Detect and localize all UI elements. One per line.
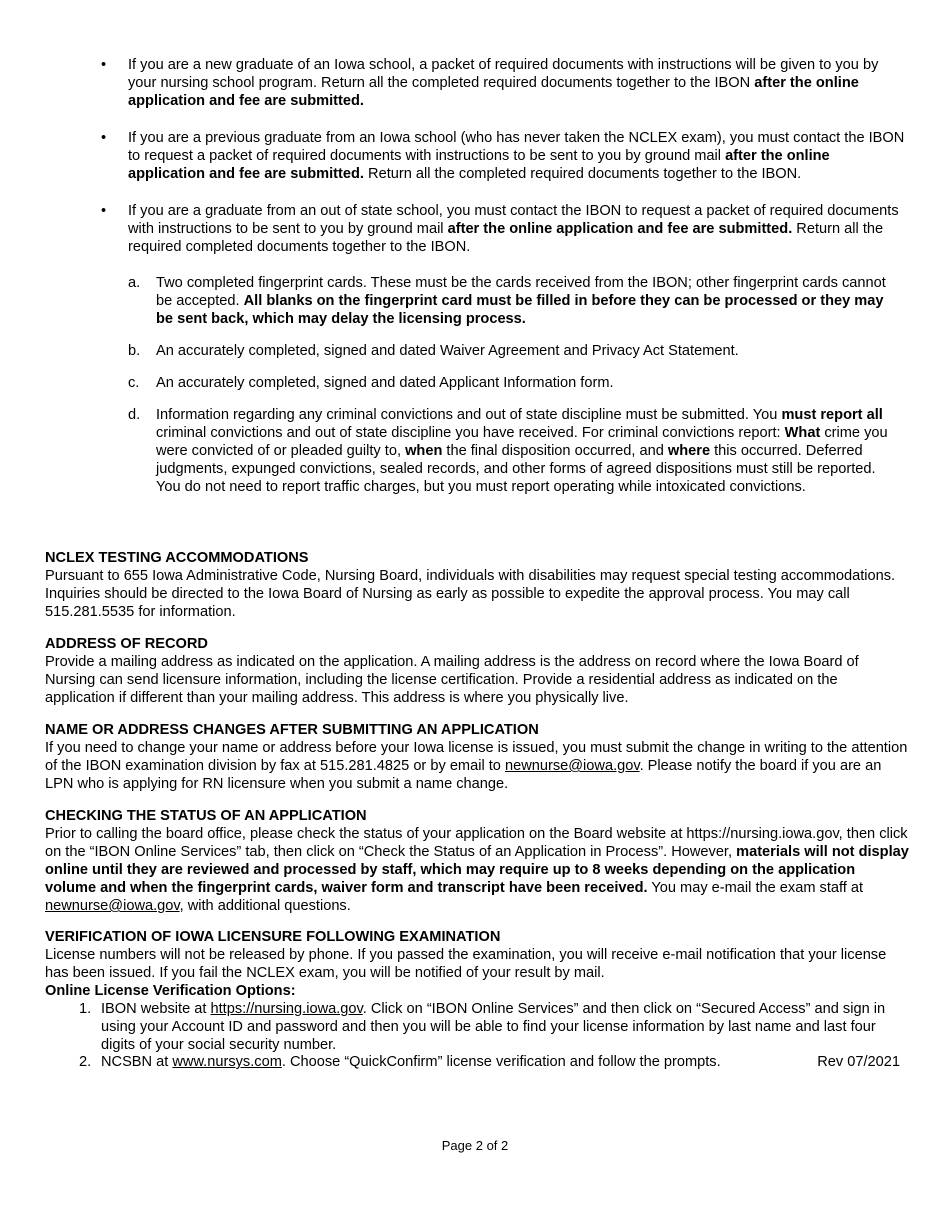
list-marker: c. — [128, 375, 140, 391]
section-heading: NCLEX TESTING ACCOMMODATIONS — [45, 550, 309, 566]
list-item-text: NCSBN at www.nursys.com. Choose “QuickConfirm” license verification and follow the prompts. — [101, 1054, 721, 1070]
list-item-text: IBON website at https://nursing.iowa.gov. Click on “IBON Online Services” and then click on “Secured Access” and sign in using your Account ID and password and then you will be able to find your license information by last name and last four digits of your social security number. — [101, 1001, 886, 1053]
section-address-of-record — [45, 635, 910, 707]
list-marker: d. — [128, 407, 141, 423]
section-heading: CHECKING THE STATUS OF AN APPLICATION — [45, 808, 367, 824]
list-marker: 1. — [79, 1001, 92, 1017]
website-link[interactable]: https://nursing.iowa.gov — [210, 1001, 363, 1017]
section-name-address-changes — [45, 721, 910, 793]
section-heading: ADDRESS OF RECORD — [45, 636, 208, 652]
bullet-text: If you are a previous graduate from an Iowa school (who has never taken the NCLEX exam), you must contact the IBON to request a packet of required documents with instructions to be sent to you by ground mail after the online application and fee are submitted. Return all the completed required documents together to the IBON. — [128, 130, 905, 182]
bullet-marker: • — [101, 203, 107, 219]
section-body: Provide a mailing address as indicated on the application. A mailing address is the address on record where the Iowa Board of Nursing can send licensure information, including the license certification. Provide a residential address as indicated on the application if different than your mailing address. This address is where you physically live. — [45, 654, 859, 706]
list-item-text: Information regarding any criminal convictions and out of state discipline must be submitted. You must report all criminal convictions and out of state discipline you have received. For criminal convictions report: What crime you were convicted of or pleaded guilty to, when the final disposition occurred, and where this occurred. Deferred judgments, expunged convictions, sealed records, and other forms of agreed dispositions must still be reported. You do not need to report traffic charges, but you must report operating while intoxicated convictions. — [156, 407, 888, 495]
bullet-text: If you are a graduate from an out of state school, you must contact the IBON to request a packet of required documents with instructions to be sent to you by ground mail after the online application and fee are submitted. Return all the required completed documents together to the IBON. — [128, 203, 899, 255]
website-link[interactable]: www.nursys.com — [172, 1054, 282, 1070]
section-verification — [45, 928, 910, 1000]
list-item-text: Two completed fingerprint cards. These must be the cards received from the IBON; other fingerprint cards cannot be accepted. All blanks on the fingerprint card must be filled in before they can be processed or they may be sent back, which may delay the licensing process. — [156, 275, 886, 327]
bullet-marker: • — [101, 57, 107, 73]
list-item-text: An accurately completed, signed and dated Applicant Information form. — [156, 375, 614, 391]
bullet-marker: • — [101, 130, 107, 146]
section-body: Pursuant to 655 Iowa Administrative Code, Nursing Board, individuals with disabilities may request special testing accommodations. Inquiries should be directed to the Iowa Board of Nursing as early as possible to expedite the approval process. You may call 515.281.5535 for information. — [45, 568, 896, 620]
page-number: Page 2 of 2 — [441, 1138, 509, 1153]
section-nclex-accommodations — [45, 549, 910, 621]
list-marker: a. — [128, 275, 141, 291]
section-checking-status — [45, 807, 910, 915]
list-marker: 2. — [79, 1054, 92, 1070]
options-heading: Online License Verification Options: — [45, 983, 296, 999]
bullet-text: If you are a new graduate of an Iowa school, a packet of required documents with instructions will be given to you by your nursing school program. Return all the completed required documents together to the IBON after the online application and fee are submitted. — [128, 57, 879, 109]
list-marker: b. — [128, 343, 141, 359]
email-link[interactable]: newnurse@iowa.gov — [504, 758, 640, 774]
email-link[interactable]: newnurse@iowa.gov — [45, 898, 180, 914]
section-body: License numbers will not be released by phone. If you passed the examination, you will receive e-mail notification that your license has been issued. If you fail the NCLEX exam, you will be notified of your result by mail. — [45, 947, 887, 981]
section-heading: VERIFICATION OF IOWA LICENSURE FOLLOWING EXAMINATION — [45, 929, 501, 945]
list-item-text: An accurately completed, signed and dated Waiver Agreement and Privacy Act Statement. — [156, 343, 739, 359]
section-heading: NAME OR ADDRESS CHANGES AFTER SUBMITTING AN APPLICATION — [45, 722, 539, 738]
section-body: If you need to change your name or address before your Iowa license is issued, you must submit the change in writing to the attention of the IBON examination division by fax at 515.281.4825 or by email to newnurse@iowa.gov. Please notify the board if you are an LPN who is applying for RN licensure when you submit a name change. — [45, 740, 908, 792]
revision-date: Rev 07/2021 — [817, 1054, 900, 1070]
section-body: Prior to calling the board office, please check the status of your application on the Board website at https://nursing.iowa.gov, then click on the “IBON Online Services” tab, then click on “Check the Status of an Application in Process”. However, materials will not display online until they are reviewed and processed by staff, which may require up to 8 weeks depending on the application volume and when the fingerprint cards, waiver form and transcript have been received. You may e-mail the exam staff at newnurse@iowa.gov, with additional questions. — [45, 826, 909, 914]
